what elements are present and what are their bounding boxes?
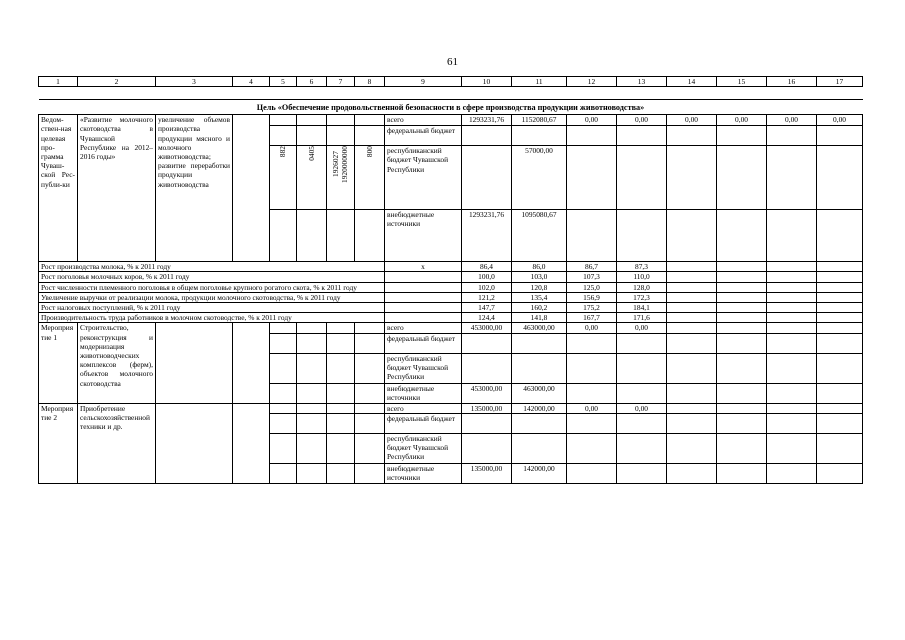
value-cell: 100,0 xyxy=(462,272,512,282)
empty-cell xyxy=(817,210,863,262)
ministry-code: 882 xyxy=(278,146,288,158)
indicator-row xyxy=(39,292,863,302)
value-cell: 124,4 xyxy=(462,313,512,323)
empty-cell xyxy=(667,210,717,262)
empty-cell xyxy=(767,262,817,272)
value-cell: 135000,00 xyxy=(462,463,512,483)
value-cell: 57000,00 xyxy=(512,146,567,210)
empty-cell xyxy=(717,303,767,313)
column-number: 14 xyxy=(667,77,717,87)
value-cell: 175,2 xyxy=(567,303,617,313)
empty-cell xyxy=(717,210,767,262)
empty-cell xyxy=(233,323,270,403)
value-cell xyxy=(567,463,617,483)
program-goal: увеличение объемов производства продукции мясного и молочного животноводства; развитие переработки продукции животноводства xyxy=(156,115,233,262)
empty-cell xyxy=(270,323,297,333)
column-number: 13 xyxy=(617,77,667,87)
empty-cell xyxy=(667,433,717,463)
column-number: 6 xyxy=(297,77,327,87)
indicator-name: Рост налоговых поступлений, % к 2011 году xyxy=(39,303,385,313)
empty-cell xyxy=(327,353,355,383)
value-cell: 1293231,76 xyxy=(462,210,512,262)
empty-cell xyxy=(717,433,767,463)
empty-cell xyxy=(355,115,385,126)
empty-cell xyxy=(327,333,355,353)
value-cell: 1152080,67 xyxy=(512,115,567,126)
empty-cell xyxy=(567,146,617,210)
empty-cell xyxy=(327,383,355,403)
column-number: 8 xyxy=(355,77,385,87)
empty-cell xyxy=(667,323,717,333)
value-cell xyxy=(617,353,667,383)
empty-cell xyxy=(355,413,385,433)
empty-cell xyxy=(327,323,355,333)
empty-cell xyxy=(817,383,863,403)
value-cell: 141,8 xyxy=(512,313,567,323)
value-cell: 0,00 xyxy=(617,403,667,413)
empty-cell xyxy=(270,413,297,433)
measure-label: Мероприятие 1 xyxy=(39,323,78,403)
empty-cell xyxy=(817,272,863,282)
funding-source: внебюджетные источники xyxy=(385,463,462,483)
funding-source: федеральный бюджет xyxy=(385,333,462,353)
value-cell: 172,3 xyxy=(617,292,667,302)
empty-cell xyxy=(327,126,355,146)
value-cell: 453000,00 xyxy=(462,383,512,403)
value-cell: 120,8 xyxy=(512,282,567,292)
code-cell xyxy=(297,146,327,210)
empty-cell xyxy=(767,413,817,433)
value-cell: 86,7 xyxy=(567,262,617,272)
value-cell xyxy=(512,433,567,463)
funding-source: внебюджетные источники xyxy=(385,383,462,403)
value-cell xyxy=(617,413,667,433)
value-cell: 142000,00 xyxy=(512,463,567,483)
empty-cell xyxy=(767,126,817,146)
empty-cell xyxy=(717,333,767,353)
code-cell xyxy=(355,146,385,210)
empty-cell xyxy=(817,292,863,302)
empty-cell xyxy=(667,292,717,302)
value-cell: 142000,00 xyxy=(512,403,567,413)
page-number: 61 xyxy=(447,56,458,68)
funding-source: всего xyxy=(385,115,462,126)
measure-name: Приобретение сельскохозяйственной техники и др. xyxy=(78,403,156,483)
empty-cell xyxy=(767,333,817,353)
value-cell: 86,0 xyxy=(512,262,567,272)
empty-cell xyxy=(667,282,717,292)
value-cell: 171,6 xyxy=(617,313,667,323)
empty-cell xyxy=(270,126,297,146)
value-cell xyxy=(617,383,667,403)
value-cell xyxy=(567,353,617,383)
value-cell: 184,1 xyxy=(617,303,667,313)
value-cell: 160,2 xyxy=(512,303,567,313)
empty-cell xyxy=(297,323,327,333)
empty-cell xyxy=(667,262,717,272)
column-number: 2 xyxy=(78,77,156,87)
empty-cell xyxy=(817,333,863,353)
value-cell xyxy=(617,463,667,483)
empty-cell xyxy=(297,403,327,413)
empty-cell xyxy=(355,403,385,413)
empty-cell xyxy=(270,463,297,483)
empty-cell xyxy=(767,323,817,333)
column-number-row xyxy=(39,77,863,87)
empty-cell xyxy=(717,282,767,292)
value-cell: 167,7 xyxy=(567,313,617,323)
empty-cell xyxy=(327,413,355,433)
empty-cell xyxy=(817,126,863,146)
value-cell: 135,4 xyxy=(512,292,567,302)
empty-cell xyxy=(717,146,767,210)
column-number: 3 xyxy=(156,77,233,87)
value-cell: 125,0 xyxy=(567,282,617,292)
expense-type-code: 800 xyxy=(364,146,374,158)
value-cell: 1095080,67 xyxy=(512,210,567,262)
empty-cell xyxy=(270,115,297,126)
indicator-unit xyxy=(385,313,462,323)
value-cell xyxy=(512,353,567,383)
measure-name: Строительство, реконструкция и модернизация животноводческих комплексов (ферм), объектов молочного скотоводства xyxy=(78,323,156,403)
value-cell: 463000,00 xyxy=(512,383,567,403)
empty-cell xyxy=(767,313,817,323)
empty-cell xyxy=(270,353,297,383)
value-cell xyxy=(567,413,617,433)
column-number: 7 xyxy=(327,77,355,87)
indicator-unit xyxy=(385,282,462,292)
empty-cell xyxy=(667,303,717,313)
empty-cell xyxy=(617,146,667,210)
value-cell: 135000,00 xyxy=(462,403,512,413)
empty-cell xyxy=(355,353,385,383)
empty-cell xyxy=(355,433,385,463)
empty-cell xyxy=(667,413,717,433)
empty-cell xyxy=(817,463,863,483)
goal-title: Цель «Обеспечение продовольственной безопасности в сфере производства продукции животноводства» xyxy=(39,100,863,115)
empty-cell xyxy=(767,282,817,292)
value-cell: 102,0 xyxy=(462,282,512,292)
section-code: 0405 xyxy=(306,146,316,161)
empty-cell xyxy=(767,403,817,413)
indicator-name: Увеличение выручки от реализации молока, продукции молочного скотоводства, % к 2011 году xyxy=(39,292,385,302)
measure-row-total xyxy=(39,403,863,413)
value-cell: 1293231,76 xyxy=(462,115,512,126)
empty-cell xyxy=(156,403,233,483)
funding-source: республиканский бюджет Чувашской Республики xyxy=(385,433,462,463)
empty-cell xyxy=(817,403,863,413)
value-cell xyxy=(462,126,512,146)
empty-cell xyxy=(717,126,767,146)
column-number: 16 xyxy=(767,77,817,87)
value-cell: 0,00 xyxy=(717,115,767,126)
empty-cell xyxy=(667,333,717,353)
measure-row-total xyxy=(39,323,863,333)
empty-cell xyxy=(817,262,863,272)
empty-cell xyxy=(667,463,717,483)
value-cell xyxy=(512,126,567,146)
empty-cell xyxy=(297,126,327,146)
value-cell: 0,00 xyxy=(567,403,617,413)
value-cell xyxy=(617,433,667,463)
indicator-unit xyxy=(385,292,462,302)
empty-cell xyxy=(817,146,863,210)
empty-cell xyxy=(817,353,863,383)
value-cell: 86,4 xyxy=(462,262,512,272)
empty-cell xyxy=(327,433,355,463)
indicator-name: Рост численности племенного поголовья в общем поголовье крупного рогатого скота, % к 2011 году xyxy=(39,282,385,292)
value-cell: 0,00 xyxy=(567,115,617,126)
empty-cell xyxy=(767,463,817,483)
empty-cell xyxy=(817,303,863,313)
funding-source: всего xyxy=(385,403,462,413)
empty-cell xyxy=(717,262,767,272)
value-cell xyxy=(567,383,617,403)
empty-cell xyxy=(667,126,717,146)
indicator-row xyxy=(39,272,863,282)
empty-cell xyxy=(233,115,270,262)
value-cell xyxy=(567,433,617,463)
empty-cell xyxy=(355,333,385,353)
empty-cell xyxy=(717,403,767,413)
value-cell: 0,00 xyxy=(667,115,717,126)
empty-cell xyxy=(355,210,385,262)
empty-cell xyxy=(270,210,297,262)
program-name: «Развитие молочного скотоводства в Чувашской Республике на 2012–2016 годы» xyxy=(78,115,156,262)
empty-cell xyxy=(617,210,667,262)
column-number: 10 xyxy=(462,77,512,87)
empty-cell xyxy=(817,413,863,433)
value-cell xyxy=(462,433,512,463)
empty-cell xyxy=(297,333,327,353)
empty-cell xyxy=(667,383,717,403)
column-number: 15 xyxy=(717,77,767,87)
empty-cell xyxy=(817,323,863,333)
column-number: 5 xyxy=(270,77,297,87)
empty-cell xyxy=(156,323,233,403)
indicator-unit: х xyxy=(385,262,462,272)
value-cell: 107,3 xyxy=(567,272,617,282)
program-type: Ведом-ствен-ная целевая про-грамма Чуваш-ской Рес-публи-ки xyxy=(39,115,78,262)
empty-cell xyxy=(355,126,385,146)
value-cell xyxy=(462,353,512,383)
empty-cell xyxy=(567,210,617,262)
value-cell xyxy=(567,333,617,353)
empty-cell xyxy=(270,433,297,463)
column-number: 9 xyxy=(385,77,462,87)
empty-cell xyxy=(717,313,767,323)
empty-cell xyxy=(297,463,327,483)
value-cell: 453000,00 xyxy=(462,323,512,333)
value-cell: 110,0 xyxy=(617,272,667,282)
empty-cell xyxy=(767,146,817,210)
measure-label: Мероприятие 2 xyxy=(39,403,78,483)
empty-cell xyxy=(767,353,817,383)
empty-cell xyxy=(297,210,327,262)
empty-cell xyxy=(717,323,767,333)
empty-cell xyxy=(355,463,385,483)
empty-cell xyxy=(667,146,717,210)
value-cell xyxy=(617,333,667,353)
indicator-name: Рост поголовья молочных коров, % к 2011 году xyxy=(39,272,385,282)
empty-cell xyxy=(767,272,817,282)
empty-cell xyxy=(667,272,717,282)
indicator-row xyxy=(39,262,863,272)
empty-cell xyxy=(355,383,385,403)
column-number: 12 xyxy=(567,77,617,87)
indicator-name: Рост производства молока, % к 2011 году xyxy=(39,262,385,272)
empty-cell xyxy=(617,126,667,146)
empty-cell xyxy=(767,433,817,463)
value-cell: 156,9 xyxy=(567,292,617,302)
value-cell xyxy=(462,146,512,210)
value-cell: 0,00 xyxy=(617,323,667,333)
empty-cell xyxy=(297,115,327,126)
code-cell xyxy=(327,146,355,210)
column-number: 4 xyxy=(233,77,270,87)
indicator-name: Производительность труда работников в молочном скотоводстве, % к 2011 году xyxy=(39,313,385,323)
value-cell: 103,0 xyxy=(512,272,567,282)
empty-cell xyxy=(667,313,717,323)
program-row-total xyxy=(39,115,863,126)
indicator-unit xyxy=(385,303,462,313)
empty-cell xyxy=(327,463,355,483)
empty-cell xyxy=(717,272,767,282)
empty-cell xyxy=(355,323,385,333)
indicator-row xyxy=(39,303,863,313)
empty-cell xyxy=(667,353,717,383)
value-cell xyxy=(512,413,567,433)
value-cell: 0,00 xyxy=(767,115,817,126)
column-number: 17 xyxy=(817,77,863,87)
value-cell: 0,00 xyxy=(617,115,667,126)
column-number: 11 xyxy=(512,77,567,87)
target-article-code: 1926027 1920000000 xyxy=(331,146,350,184)
code-cell xyxy=(270,146,297,210)
value-cell: 121,2 xyxy=(462,292,512,302)
empty-cell xyxy=(667,403,717,413)
indicator-row xyxy=(39,313,863,323)
value-cell: 463000,00 xyxy=(512,323,567,333)
column-number: 1 xyxy=(39,77,78,87)
empty-cell xyxy=(767,210,817,262)
value-cell: 147,7 xyxy=(462,303,512,313)
empty-cell xyxy=(717,383,767,403)
empty-cell xyxy=(767,383,817,403)
value-cell: 0,00 xyxy=(567,323,617,333)
funding-source: федеральный бюджет xyxy=(385,413,462,433)
empty-cell xyxy=(270,403,297,413)
empty-cell xyxy=(297,413,327,433)
indicator-unit xyxy=(385,272,462,282)
empty-cell xyxy=(817,433,863,463)
funding-source: республиканский бюджет Чувашской Республики xyxy=(385,146,462,210)
empty-cell xyxy=(717,292,767,302)
value-cell: 87,3 xyxy=(617,262,667,272)
empty-cell xyxy=(327,210,355,262)
spacer xyxy=(39,87,863,100)
value-cell: 0,00 xyxy=(817,115,863,126)
value-cell xyxy=(462,413,512,433)
value-cell xyxy=(462,333,512,353)
indicator-row xyxy=(39,282,863,292)
empty-cell xyxy=(717,463,767,483)
funding-source: всего xyxy=(385,323,462,333)
empty-cell xyxy=(270,383,297,403)
empty-cell xyxy=(297,383,327,403)
value-cell: 128,0 xyxy=(617,282,667,292)
funding-source: внебюджетные источники xyxy=(385,210,462,262)
empty-cell xyxy=(297,433,327,463)
program-table xyxy=(38,76,863,484)
empty-cell xyxy=(327,115,355,126)
funding-source: республиканский бюджет Чувашской Республики xyxy=(385,353,462,383)
empty-cell xyxy=(233,403,270,483)
empty-cell xyxy=(297,353,327,383)
funding-source: федеральный бюджет xyxy=(385,126,462,146)
value-cell xyxy=(512,333,567,353)
empty-cell xyxy=(717,353,767,383)
empty-cell xyxy=(327,403,355,413)
empty-cell xyxy=(567,126,617,146)
empty-cell xyxy=(817,282,863,292)
empty-cell xyxy=(270,333,297,353)
empty-cell xyxy=(817,313,863,323)
empty-cell xyxy=(717,413,767,433)
empty-cell xyxy=(767,303,817,313)
empty-cell xyxy=(767,292,817,302)
